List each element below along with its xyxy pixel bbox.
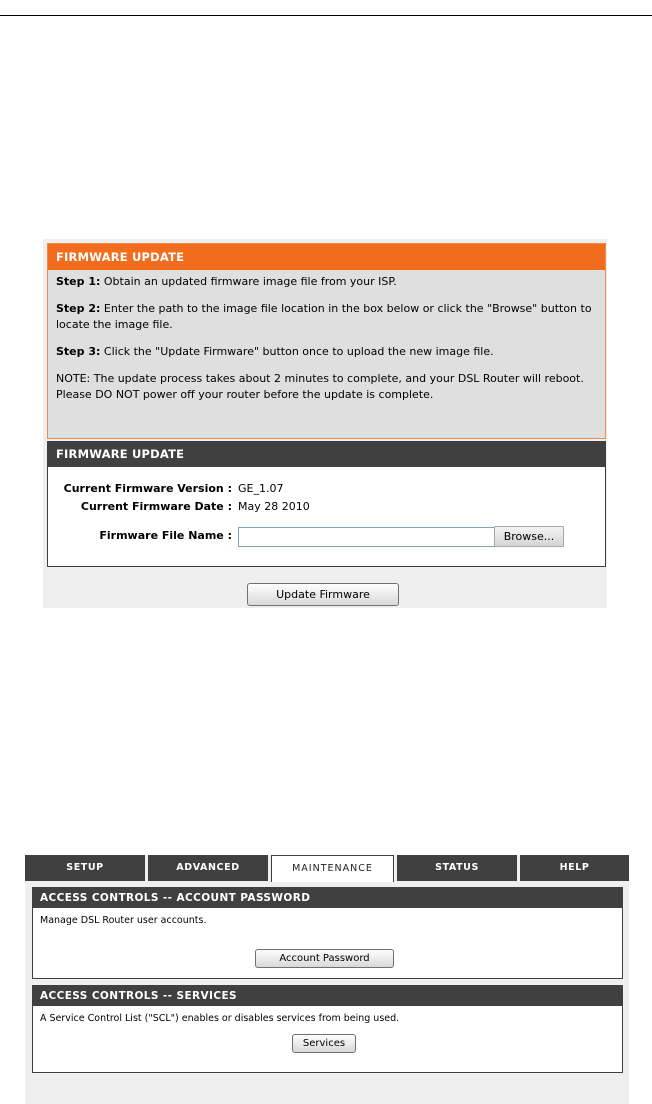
firmware-steps xyxy=(48,270,605,403)
firmware-date-value: May 28 2010 xyxy=(238,500,310,513)
firmware-form-box xyxy=(47,441,606,567)
update-firmware-button[interactable]: Update Firmware xyxy=(247,583,399,606)
tab-status[interactable]: STATUS xyxy=(397,855,517,881)
nav-tabs xyxy=(25,855,629,881)
account-password-button[interactable]: Account Password xyxy=(255,949,394,968)
firmware-update-panel xyxy=(43,239,607,608)
account-password-title: ACCESS CONTROLS -- ACCOUNT PASSWORD xyxy=(33,888,622,908)
tab-help[interactable]: HELP xyxy=(520,855,629,881)
account-password-description: Manage DSL Router user accounts. xyxy=(40,915,207,926)
step-2-text: Enter the path to the image file location in the box below or click the "Browse" button to locate the image file. xyxy=(56,302,592,331)
account-password-section xyxy=(32,887,623,979)
maintenance-panel xyxy=(25,855,629,1104)
tab-advanced[interactable]: ADVANCED xyxy=(148,855,268,881)
step-1-text: Obtain an updated firmware image file from your ISP. xyxy=(100,275,397,288)
browse-button[interactable]: Browse... xyxy=(494,526,564,547)
tab-setup[interactable]: SETUP xyxy=(25,855,145,881)
firmware-file-input[interactable] xyxy=(238,527,496,547)
services-description: A Service Control List ("SCL") enables or disables services from being used. xyxy=(40,1013,400,1024)
step-1 xyxy=(56,274,597,290)
firmware-form-title: FIRMWARE UPDATE xyxy=(48,442,605,467)
step-1-label: Step 1: xyxy=(56,275,101,288)
firmware-version-label: Current Firmware Version : xyxy=(63,482,232,495)
firmware-version-value: GE_1.07 xyxy=(238,482,284,495)
step-2 xyxy=(56,301,597,333)
services-title: ACCESS CONTROLS -- SERVICES xyxy=(33,986,622,1006)
firmware-date-label: Current Firmware Date : xyxy=(80,500,232,513)
firmware-info-title: FIRMWARE UPDATE xyxy=(48,244,605,270)
tab-maintenance[interactable]: MAINTENANCE xyxy=(271,855,394,882)
step-3-text: Click the "Update Firmware" button once to upload the new image file. xyxy=(100,345,494,358)
step-2-label: Step 2: xyxy=(56,302,101,315)
step-3 xyxy=(56,344,597,360)
step-3-label: Step 3: xyxy=(56,345,101,358)
page-top-rule xyxy=(0,15,652,16)
firmware-file-label: Firmware File Name : xyxy=(99,529,232,542)
firmware-info-box xyxy=(47,243,606,439)
services-button[interactable]: Services xyxy=(292,1034,356,1053)
update-note: NOTE: The update process takes about 2 minutes to complete, and your DSL Router will reboot. Please DO NOT power off your router before the update is complete. xyxy=(56,372,584,401)
services-section xyxy=(32,985,623,1073)
